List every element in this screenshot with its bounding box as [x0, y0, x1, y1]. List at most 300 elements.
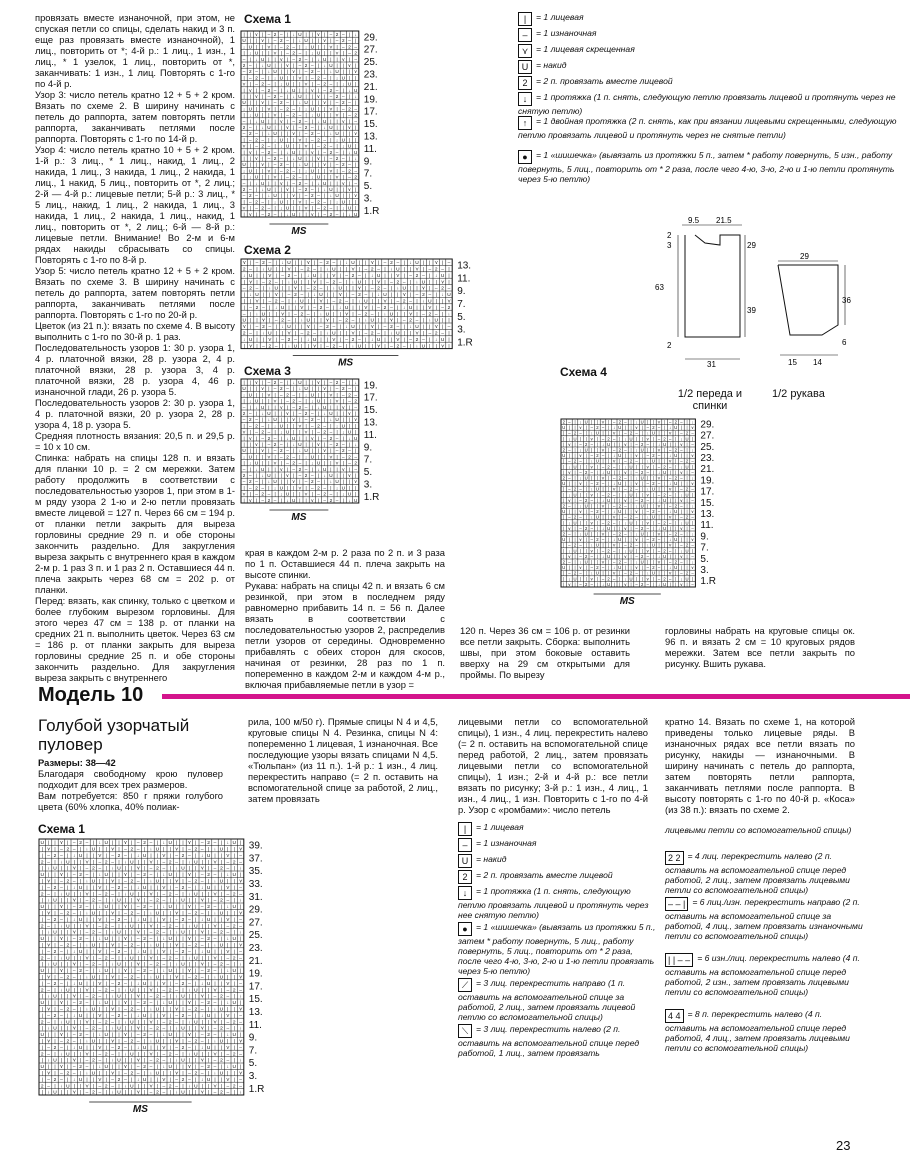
stitch-symbol: ⋎	[679, 497, 683, 503]
legend-text: = 8 п. перекрестить налево (4 п. оставить на вспомогательной спице перед работой, 4 лиц., затем провязать лицевыми петли со вспомогательной спицы)	[665, 1009, 850, 1053]
stitch-symbol: –	[304, 479, 308, 485]
stitch-symbol: |	[67, 1090, 69, 1096]
stitch-symbol: 2	[338, 299, 342, 305]
stitch-symbol: |	[301, 286, 303, 292]
stitch-symbol: –	[85, 994, 89, 1000]
stitch-symbol: |	[220, 873, 223, 879]
stitch-symbol: –	[317, 429, 320, 435]
stitch-symbol: –	[213, 1090, 217, 1096]
stitch-symbol: U	[66, 1052, 70, 1058]
stitch-symbol: |	[73, 860, 75, 866]
stitch-symbol: |	[280, 62, 282, 68]
stitch-symbol: |	[243, 75, 245, 81]
stitch-symbol: –	[162, 898, 166, 904]
stitch-symbol: |	[137, 892, 139, 898]
stitch-symbol: |	[99, 975, 101, 981]
stitch-symbol: 2	[53, 853, 57, 859]
stitch-symbol: U	[40, 841, 44, 847]
stitch-symbol: |	[274, 454, 276, 460]
stitch-symbol: –	[273, 435, 277, 441]
stitch-symbol: |	[268, 404, 270, 410]
stitch-symbol: ⋎	[612, 570, 616, 576]
stitch-symbol: |	[131, 1045, 133, 1051]
stitch-symbol: |	[293, 491, 295, 497]
stitch-symbol: |	[47, 873, 50, 879]
stitch-symbol: –	[298, 174, 302, 180]
stitch-symbol: |	[118, 1001, 120, 1007]
stitch-symbol: –	[304, 404, 308, 410]
stitch-symbol: 2	[220, 866, 223, 872]
stitch-symbol: ↓	[273, 199, 277, 205]
stitch-symbol: –	[200, 975, 204, 981]
stitch-symbol: |	[182, 892, 184, 898]
stitch-symbol: ↓	[47, 930, 50, 936]
stitch-symbol: |	[311, 386, 313, 392]
stitch-symbol: ↓	[188, 924, 191, 930]
stitch-symbol: |	[233, 847, 235, 853]
stitch-symbol: U	[293, 344, 298, 350]
stitch-symbol: |	[131, 1090, 133, 1096]
stitch-symbol: |	[324, 460, 326, 466]
stitch-symbol: |	[233, 866, 235, 872]
stitch-symbol: |	[355, 75, 357, 81]
stitch-symbol: –	[396, 299, 400, 305]
stitch-symbol: ↓	[280, 143, 283, 149]
stitch-symbol: 2	[79, 1001, 82, 1007]
stitch-symbol: |	[384, 344, 386, 350]
stitch-symbol: –	[226, 924, 230, 930]
stitch-symbol: –	[200, 905, 204, 911]
stitch-symbol: U	[607, 469, 611, 475]
stitch-symbol: U	[651, 458, 655, 464]
stitch-symbol: |	[243, 344, 245, 350]
stitch-symbol: 2	[562, 475, 565, 481]
stitch-symbol: |	[73, 892, 75, 898]
row-number: 5.	[363, 467, 373, 479]
stitch-symbol: 2	[596, 453, 599, 459]
stitch-symbol: |	[630, 481, 632, 487]
page-number: 23	[836, 1138, 851, 1153]
stitch-symbol: –	[624, 542, 627, 548]
stitch-symbol: –	[613, 576, 616, 582]
stitch-symbol: |	[658, 430, 660, 436]
stitch-symbol: |	[348, 131, 351, 137]
stitch-symbol: |	[293, 410, 295, 416]
stitch-symbol: |	[585, 430, 587, 436]
stitch-symbol: ⋎	[72, 962, 76, 968]
stitch-symbol: –	[136, 937, 140, 943]
stitch-symbol: ↓	[680, 548, 683, 554]
stitch-symbol: U	[194, 1020, 198, 1026]
stitch-symbol: –	[72, 1033, 76, 1039]
stitch-symbol: |	[675, 441, 677, 447]
stitch-symbol: ⋎	[691, 453, 695, 459]
stitch-symbol: –	[111, 885, 114, 891]
stitch-symbol: |	[591, 447, 593, 453]
stitch-symbol: |	[301, 280, 303, 286]
stitch-symbol: |	[630, 531, 632, 537]
stitch-symbol: ↓	[280, 429, 283, 435]
stitch-symbol: |	[641, 425, 643, 431]
row-number: 21.	[248, 955, 263, 967]
stitch-symbol: |	[207, 924, 210, 930]
stitch-symbol: U	[168, 841, 172, 847]
stitch-symbol: ⋎	[85, 892, 89, 898]
stitch-symbol: 2	[66, 911, 70, 917]
stitch-symbol: |	[336, 62, 338, 68]
stitch-symbol: U	[396, 331, 400, 337]
stitch-symbol: ⋎	[174, 1039, 179, 1045]
stitch-symbol: –	[111, 853, 114, 859]
schema-4-grid	[560, 418, 860, 607]
stitch-symbol: ↓	[434, 273, 438, 279]
stitch-symbol: –	[590, 565, 593, 571]
stitch-symbol: 2	[674, 447, 677, 453]
legend-symbol: 2 2	[665, 851, 684, 865]
stitch-symbol: |	[619, 430, 621, 436]
stitch-symbol: U	[573, 520, 577, 526]
stitch-symbol: |	[591, 531, 593, 537]
stitch-symbol: |	[249, 386, 251, 392]
stitch-symbol: 2	[92, 1058, 95, 1064]
stitch-symbol: |	[268, 118, 270, 124]
stitch-symbol: |	[105, 1026, 107, 1032]
stitch-symbol: |	[280, 112, 282, 118]
dim-label: 2	[667, 231, 672, 240]
stitch-symbol: 2	[168, 860, 172, 866]
stitch-symbol: U	[304, 38, 308, 44]
stitch-symbol: |	[630, 425, 632, 431]
stitch-symbol: ↓	[280, 81, 283, 87]
stitch-symbol: |	[619, 464, 621, 470]
stitch-symbol: |	[41, 1039, 43, 1045]
stitch-symbol: |	[680, 481, 682, 487]
stitch-symbol: –	[441, 267, 444, 273]
stitch-symbol: |	[207, 1026, 210, 1032]
stitch-symbol: |	[293, 186, 295, 192]
stitch-symbol: 2	[415, 337, 419, 343]
stitch-symbol: –	[188, 1077, 191, 1083]
stitch-symbol: |	[92, 860, 95, 866]
stitch-symbol: U	[332, 331, 336, 337]
row-number: 35.	[248, 866, 263, 878]
legend-symbol: 4 4	[665, 1009, 684, 1023]
stitch-symbol: 2	[53, 981, 57, 987]
stitch-symbol: 2	[370, 267, 374, 273]
stitch-symbol: |	[195, 1045, 197, 1051]
stitch-symbol: |	[60, 1058, 63, 1064]
stitch-symbol: ↓	[255, 118, 258, 124]
legend-item	[458, 1024, 658, 1058]
stitch-symbol: |	[416, 312, 418, 318]
stitch-symbol: U	[562, 537, 566, 543]
stitch-symbol: 2	[220, 1058, 223, 1064]
stitch-symbol: –	[601, 425, 605, 431]
stitch-symbol: |	[630, 553, 632, 559]
stitch-symbol: U	[341, 75, 345, 81]
stitch-symbol: |	[54, 943, 56, 949]
stitch-symbol: –	[72, 1065, 76, 1071]
stitch-symbol: ↓	[383, 312, 387, 318]
stitch-symbol: 2	[280, 38, 283, 44]
stitch-symbol: ⋎	[635, 537, 639, 543]
stitch-symbol: –	[342, 392, 345, 398]
stitch-symbol: –	[358, 337, 361, 343]
stitch-symbol: |	[79, 924, 82, 930]
stitch-symbol: U	[663, 441, 667, 447]
stitch-symbol: |	[435, 293, 437, 299]
stitch-symbol: ⋎	[612, 514, 616, 520]
stitch-symbol: |	[67, 981, 69, 987]
stitch-symbol: 2	[348, 44, 351, 50]
stitch-symbol: |	[169, 898, 171, 904]
stitch-symbol: |	[630, 503, 632, 509]
stitch-symbol: ⋎	[612, 542, 616, 548]
stitch-symbol: –	[274, 344, 278, 350]
stitch-symbol: ⋎	[291, 193, 296, 199]
stitch-symbol: –	[175, 1013, 178, 1019]
stitch-symbol: |	[330, 112, 332, 118]
stitch-symbol: |	[596, 559, 598, 565]
stitch-symbol: 2	[311, 417, 314, 423]
stitch-symbol: –	[338, 344, 342, 350]
stitch-symbol: |	[305, 31, 307, 37]
stitch-symbol: |	[169, 1045, 171, 1051]
stitch-symbol: 2	[326, 325, 329, 331]
stitch-symbol: |	[563, 553, 565, 559]
stitch-symbol: |	[313, 318, 316, 324]
stitch-symbol: |	[156, 1001, 159, 1007]
stitch-symbol: –	[657, 520, 661, 526]
stitch-symbol: –	[162, 1084, 166, 1090]
row-number: 11.	[248, 1019, 262, 1031]
stitch-symbol: ⋎	[226, 1077, 230, 1083]
stitch-symbol: |	[92, 981, 95, 987]
stitch-symbol: –	[354, 118, 357, 124]
stitch-symbol: |	[195, 930, 197, 936]
stitch-symbol: |	[330, 485, 332, 491]
stitch-symbol: |	[188, 962, 191, 968]
stitch-symbol: ⋎	[279, 180, 284, 186]
stitch-symbol: –	[300, 331, 304, 337]
stitch-symbol: –	[590, 581, 593, 587]
stitch-symbol: |	[233, 1039, 235, 1045]
stitch-symbol: |	[664, 475, 666, 481]
stitch-symbol: ⋎	[273, 174, 277, 180]
stitch-symbol: U	[347, 429, 352, 435]
stitch-symbol: |	[249, 31, 251, 37]
stitch-symbol: ⋎	[149, 860, 153, 866]
legend-text: = 1 лицевая	[536, 12, 584, 22]
stitch-symbol: |	[41, 943, 43, 949]
stitch-symbol: U	[344, 305, 349, 311]
stitch-symbol: ↓	[601, 441, 605, 447]
stitch-symbol: |	[608, 531, 610, 537]
stitch-symbol: 2	[40, 988, 44, 994]
stitch-symbol: |	[580, 492, 582, 498]
stitch-symbol: 2	[53, 1045, 57, 1051]
stitch-symbol: |	[150, 1013, 152, 1019]
stitch-symbol: U	[78, 917, 83, 923]
stitch-symbol: |	[255, 386, 258, 392]
stitch-symbol: |	[262, 460, 264, 466]
stitch-symbol: –	[111, 924, 114, 930]
stitch-symbol: |	[416, 305, 418, 311]
stitch-symbol: ↓	[613, 453, 616, 459]
stitch-symbol: |	[403, 267, 405, 273]
stitch-symbol: |	[580, 436, 582, 442]
stitch-symbol: –	[72, 873, 76, 879]
stitch-symbol: ↓	[313, 293, 316, 299]
stitch-symbol: |	[311, 100, 313, 106]
stitch-symbol: –	[680, 447, 683, 453]
stitch-symbol: 2	[232, 1084, 236, 1090]
stitch-symbol: –	[85, 1001, 89, 1007]
stitch-symbol: |	[602, 486, 604, 492]
stitch-symbol: |	[348, 193, 351, 199]
stitch-symbol: U	[117, 866, 121, 872]
stitch-symbol: |	[249, 325, 252, 331]
stitch-symbol: |	[636, 436, 638, 442]
stitch-symbol: ⋎	[341, 404, 346, 410]
stitch-symbol: |	[652, 503, 654, 509]
stitch-symbol: |	[384, 337, 386, 343]
stitch-symbol: 2	[181, 981, 185, 987]
stitch-symbol: ↓	[590, 430, 593, 436]
stitch-symbol: 2	[220, 962, 223, 968]
stitch-symbol: –	[304, 118, 308, 124]
stitch-symbol: 2	[40, 892, 44, 898]
stitch-symbol: |	[596, 525, 598, 531]
stitch-symbol: |	[299, 491, 301, 497]
stitch-symbol: |	[596, 531, 598, 537]
stitch-symbol: –	[335, 100, 339, 106]
stitch-symbol: –	[60, 949, 63, 955]
stitch-symbol: |	[201, 892, 203, 898]
stitch-symbol: –	[261, 149, 264, 155]
stitch-symbol: 2	[607, 548, 610, 554]
stitch-symbol: ⋎	[579, 509, 583, 515]
stitch-symbol: |	[574, 475, 576, 481]
stitch-symbol: ⋎	[279, 56, 284, 62]
stitch-symbol: |	[608, 447, 610, 453]
stitch-symbol: ↓	[370, 273, 374, 279]
stitch-symbol: ↓	[292, 31, 295, 37]
legend-symbol: ↓	[518, 92, 532, 106]
stitch-symbol: ↓	[242, 168, 246, 174]
stitch-symbol: 2	[181, 917, 185, 923]
stitch-symbol: |	[243, 485, 245, 491]
stitch-symbol: |	[99, 1007, 101, 1013]
stitch-symbol: |	[305, 211, 307, 217]
stitch-symbol: |	[239, 1001, 242, 1007]
stitch-symbol: ⋎	[260, 162, 265, 168]
stitch-symbol: –	[239, 924, 242, 930]
stitch-symbol: |	[377, 325, 380, 331]
stitch-symbol: U	[304, 448, 308, 454]
stitch-symbol: –	[60, 853, 63, 859]
stitch-symbol: U	[40, 873, 44, 879]
stitch-symbol: |	[299, 417, 301, 423]
stitch-symbol: ⋎	[310, 497, 315, 503]
stitch-symbol: |	[563, 570, 565, 576]
stitch-symbol: –	[370, 312, 374, 318]
stitch-symbol: –	[646, 453, 649, 459]
stitch-symbol: –	[60, 1071, 63, 1077]
stitch-symbol: |	[311, 31, 313, 37]
stitch-symbol: –	[348, 460, 351, 466]
stitch-symbol: –	[149, 873, 153, 879]
stitch-symbol: U	[232, 873, 236, 879]
stitch-symbol: –	[358, 312, 361, 318]
stitch-symbol: |	[124, 962, 127, 968]
stitch-symbol: U	[663, 497, 667, 503]
stitch-symbol: |	[294, 325, 297, 331]
stitch-symbol: –	[657, 436, 661, 442]
stitch-symbol: |	[336, 454, 338, 460]
stitch-symbol: |	[41, 879, 43, 885]
stitch-symbol: –	[568, 559, 571, 565]
stitch-symbol: U	[206, 1013, 211, 1019]
stitch-symbol: |	[675, 520, 677, 526]
stitch-symbol: ↓	[338, 305, 342, 311]
stitch-symbol: |	[336, 410, 338, 416]
stitch-symbol: U	[663, 581, 667, 587]
stitch-symbol: –	[680, 503, 683, 509]
stitch-symbol: |	[286, 479, 289, 485]
stitch-symbol: ↓	[590, 542, 593, 548]
stitch-symbol: |	[293, 205, 295, 211]
stitch-symbol: |	[664, 542, 666, 548]
stitch-symbol: U	[319, 293, 323, 299]
stitch-symbol: 2	[674, 419, 677, 425]
stitch-symbol: |	[169, 911, 171, 917]
stitch-symbol: U	[155, 1007, 160, 1013]
stitch-symbol: ⋎	[260, 386, 265, 392]
stitch-symbol: |	[41, 1013, 43, 1019]
stitch-symbol: –	[286, 162, 289, 168]
stitch-symbol: U	[40, 1001, 44, 1007]
stitch-symbol: ⋎	[691, 481, 695, 487]
stitch-symbol: |	[619, 458, 621, 464]
stitch-symbol: U	[91, 975, 96, 981]
stitch-symbol: ↓	[601, 553, 605, 559]
stitch-symbol: –	[624, 514, 627, 520]
stitch-symbol: –	[329, 93, 333, 99]
stitch-symbol: ⋎	[291, 479, 296, 485]
stitch-symbol: ↓	[342, 143, 345, 149]
stitch-symbol: |	[390, 337, 393, 343]
stitch-symbol: |	[317, 386, 320, 392]
stitch-symbol: |	[563, 514, 565, 520]
row-number: 33.	[248, 879, 263, 890]
stitch-symbol: ⋎	[579, 565, 583, 571]
stitch-symbol: U	[341, 137, 345, 143]
stitch-symbol: ⋎	[226, 981, 230, 987]
stitch-symbol: |	[422, 261, 425, 267]
stitch-symbol: 2	[351, 337, 355, 343]
stitch-symbol: ⋎	[187, 905, 192, 911]
stitch-symbol: ⋎	[383, 299, 387, 305]
stitch-symbol: |	[355, 205, 357, 211]
stitch-symbol: ↓	[613, 565, 616, 571]
stitch-symbol: –	[402, 280, 406, 286]
stitch-symbol: –	[111, 1013, 114, 1019]
stitch-symbol: |	[239, 873, 242, 879]
stitch-symbol: U	[181, 930, 185, 936]
dim-label: 29	[800, 252, 809, 261]
stitch-symbol: ↓	[568, 548, 571, 554]
